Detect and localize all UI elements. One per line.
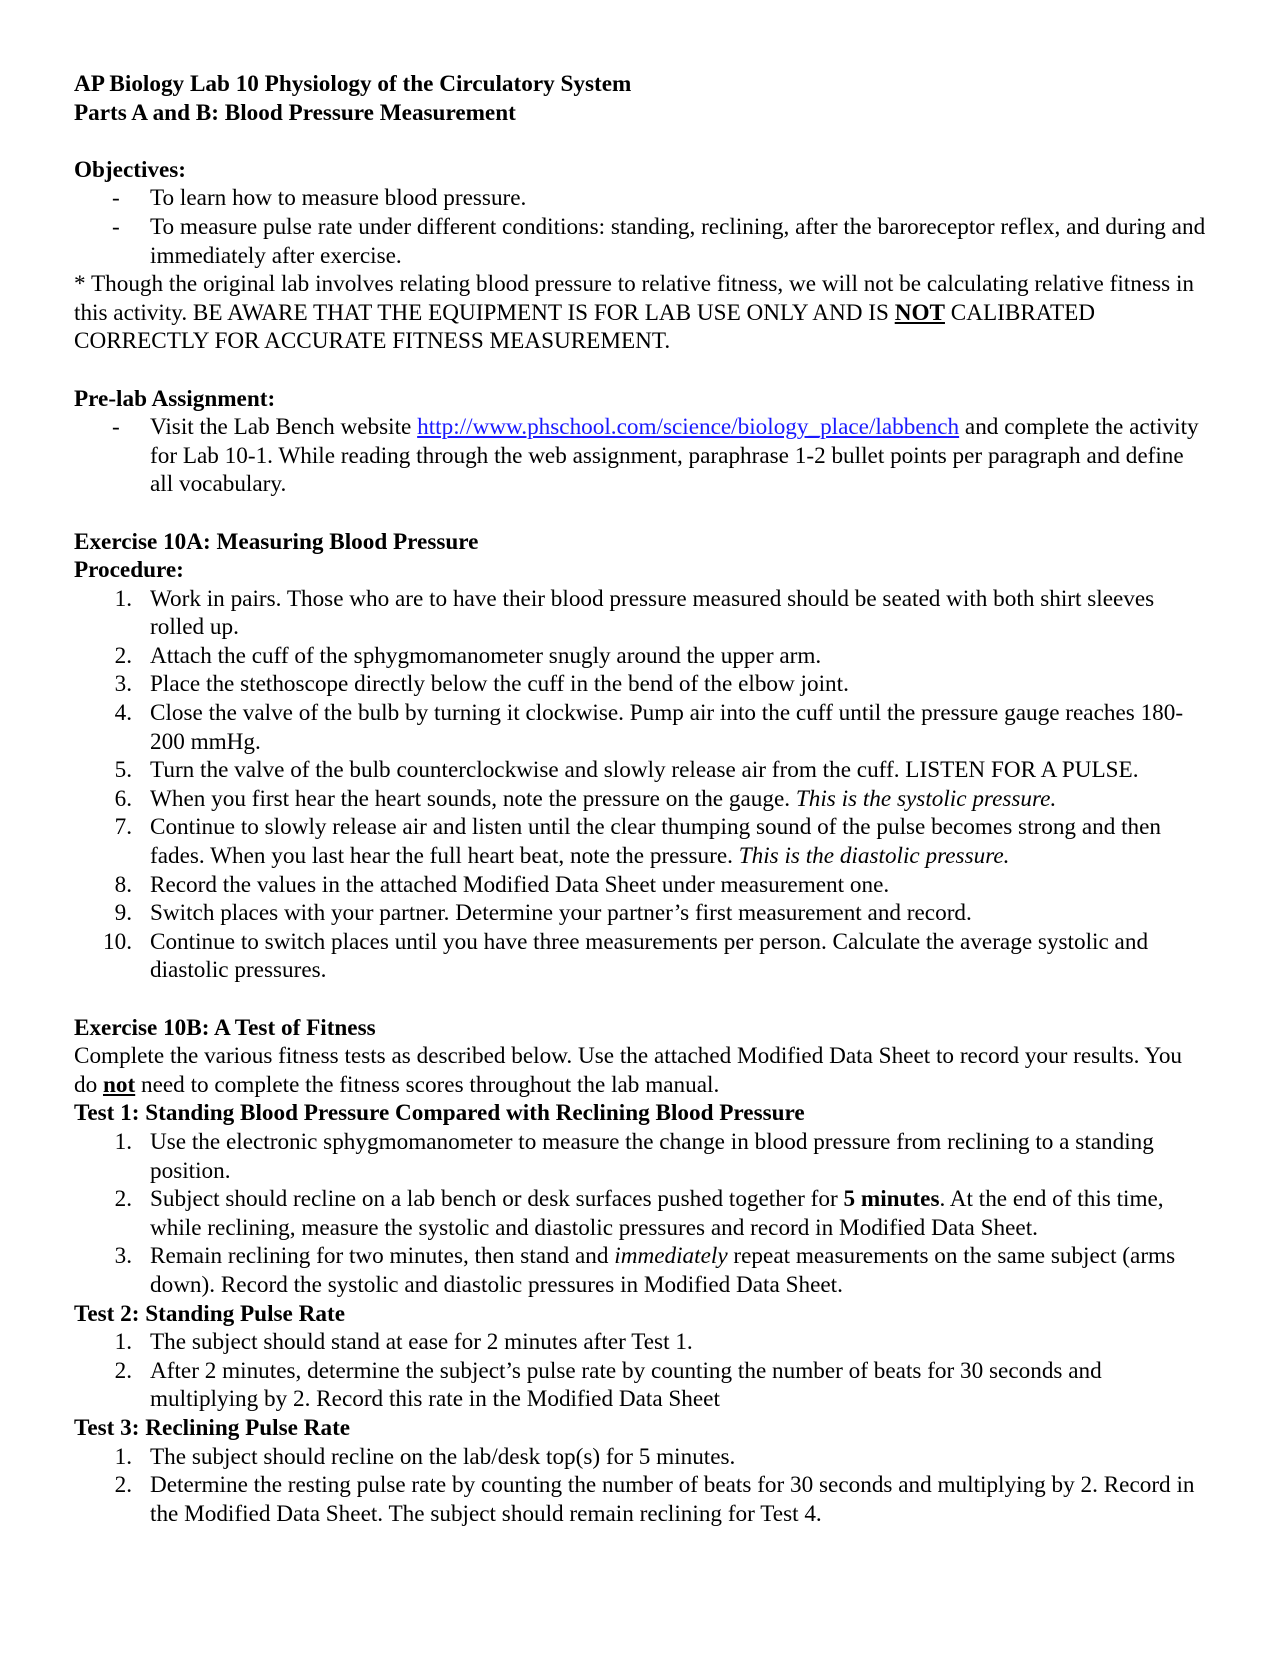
step-text: Place the stethoscope directly below the cuff in the bend of the elbow joint.: [150, 671, 849, 698]
step-text: The subject should recline on the lab/desk top(s) for 5 minutes.: [150, 1443, 736, 1470]
list-item: [74, 213, 1210, 270]
step-number: 3.: [114, 671, 132, 698]
spacer: [74, 127, 1210, 156]
list-item: [74, 899, 1210, 928]
spacer: [74, 499, 1210, 528]
dash-marker: -: [112, 414, 120, 441]
list-item: [74, 1128, 1210, 1185]
step-text: Determine the resting pulse rate by counting the number of beats for 30 seconds and multiplying by 2. Record in the Modified Data Sheet. The subject should remain reclining for Test 4.: [150, 1472, 1195, 1527]
step-text: Remain reclining for two minutes, then stand and: [150, 1243, 615, 1270]
step-emphasis: immediately: [614, 1243, 728, 1270]
step-number: 9.: [114, 900, 132, 927]
test-3-heading: Test 3: Reclining Pulse Rate: [74, 1414, 351, 1441]
dash-marker: -: [112, 185, 120, 212]
step-text: Continue to slowly release air and listen until the clear thumping sound of the pulse becomes strong and then fades. When you last hear the full heart beat, note the pressure.: [150, 814, 1162, 870]
procedure-heading: Procedure:: [74, 557, 184, 584]
list-item: [74, 1185, 1210, 1242]
step-number: 7.: [114, 814, 132, 841]
list-item: [74, 413, 1210, 499]
step-number: 5.: [114, 757, 132, 784]
step-text: When you first hear the heart sounds, note the pressure on the gauge.: [150, 785, 796, 812]
exercise-10b-intro: [74, 1042, 1210, 1099]
list-item: [74, 1443, 1210, 1472]
list-item: [74, 1357, 1210, 1414]
test-2-list: [74, 1328, 1210, 1414]
document-subtitle: Parts A and B: Blood Pressure Measurement: [74, 99, 516, 126]
list-item: [74, 871, 1210, 900]
list-item: [74, 699, 1210, 756]
spacer: [74, 356, 1210, 385]
step-number: 6.: [114, 785, 132, 812]
intro-emphasis: not: [102, 1071, 136, 1098]
objectives-note: [74, 270, 1210, 356]
prelab-text: Visit the Lab Bench website: [150, 414, 418, 441]
step-text: Attach the cuff of the sphygmomanometer snugly around the upper arm.: [150, 642, 822, 669]
list-item: [74, 785, 1210, 814]
step-text: Continue to switch places until you have three measurements per person. Calculate the average systolic and diastolic pressures.: [150, 928, 1149, 984]
list-item: [74, 813, 1210, 870]
step-text: Subject should recline on a lab bench or desk surfaces pushed together for: [150, 1186, 844, 1213]
document-title: AP Biology Lab 10 Physiology of the Circulatory System: [74, 71, 632, 97]
list-item: [74, 184, 1210, 213]
objectives-list: [74, 184, 1210, 270]
step-text: Close the valve of the bulb by turning it clockwise. Pump air into the cuff until the pressure gauge reaches 180-200 mmHg.: [150, 700, 1184, 755]
list-item: [74, 585, 1210, 642]
test-1-list: [74, 1128, 1210, 1300]
step-text: repeat measurements on the same subject (arms down). Record the systolic and diastolic pressures in Modified Data Sheet.: [150, 1243, 1176, 1298]
step-number: 1.: [114, 1128, 132, 1155]
objective-text: To learn how to measure blood pressure.: [150, 185, 527, 212]
step-text: . At the end of this time, while reclining, measure the systolic and diastolic pressures and record in Modified Data Sheet.: [150, 1186, 1164, 1241]
step-number: 4.: [114, 700, 132, 727]
test-3-list: [74, 1443, 1210, 1529]
procedure-list: [74, 585, 1210, 985]
step-number: 3.: [114, 1243, 132, 1270]
step-number: 2.: [114, 1357, 132, 1384]
step-emphasis: This is the diastolic pressure.: [738, 843, 1010, 870]
step-text: Work in pairs. Those who are to have their blood pressure measured should be seated with both shirt sleeves rolled up.: [150, 585, 1155, 641]
step-number: 1.: [114, 585, 132, 612]
prelab-list: [74, 413, 1210, 499]
list-item: [74, 1471, 1210, 1528]
dash-marker: -: [112, 213, 120, 240]
note-emphasis: NOT: [894, 299, 945, 326]
step-emphasis: This is the systolic pressure.: [795, 785, 1057, 812]
list-item: [74, 1242, 1210, 1299]
test-1-heading: Test 1: Standing Blood Pressure Compared with Reclining Blood Pressure: [74, 1100, 805, 1127]
labbench-link[interactable]: http://www.phschool.com/science/biology_place/labbench: [417, 414, 960, 441]
test-2-heading: Test 2: Standing Pulse Rate: [74, 1300, 345, 1327]
exercise-10a-heading: Exercise 10A: Measuring Blood Pressure: [74, 528, 479, 555]
intro-text: need to complete the fitness scores throughout the lab manual.: [135, 1071, 720, 1098]
list-item: [74, 928, 1210, 985]
step-text: Record the values in the attached Modified Data Sheet under measurement one.: [150, 871, 890, 898]
step-number: 2.: [114, 642, 132, 669]
step-number: 2.: [114, 1472, 132, 1499]
step-number: 1.: [114, 1443, 132, 1470]
exercise-10b-heading: Exercise 10B: A Test of Fitness: [74, 1014, 376, 1041]
list-item: [74, 1328, 1210, 1357]
list-item: [74, 756, 1210, 785]
objectives-heading: Objectives:: [74, 156, 187, 183]
step-text: Switch places with your partner. Determine your partner’s first measurement and record.: [150, 900, 972, 927]
step-text: Turn the valve of the bulb counterclockwise and slowly release air from the cuff. LISTEN FOR A PULSE.: [150, 757, 1139, 784]
objective-text: To measure pulse rate under different conditions: standing, reclining, after the baroreceptor reflex, and during and immediately after exercise.: [150, 213, 1206, 269]
step-text: The subject should stand at ease for 2 minutes after Test 1.: [150, 1329, 693, 1356]
list-item: [74, 670, 1210, 699]
note-text: CALIBRATED CORRECTLY FOR ACCURATE FITNESS MEASUREMENT.: [74, 299, 1096, 355]
intro-text: Complete the various fitness tests as described below. Use the attached Modified Data Sheet to record your results. You do: [74, 1043, 1183, 1098]
list-item: [74, 642, 1210, 671]
prelab-heading: Pre-lab Assignment:: [74, 385, 276, 412]
spacer: [74, 985, 1210, 1014]
step-emphasis: 5 minutes: [843, 1186, 940, 1213]
step-number: 8.: [114, 871, 132, 898]
step-text: After 2 minutes, determine the subject’s pulse rate by counting the number of beats for 30 seconds and multiplying by 2. Record this rate in the Modified Data Sheet: [150, 1357, 1102, 1413]
note-text: * Though the original lab involves relating blood pressure to relative fitness, we will not be calculating relative fitness in this activity. BE AWARE THAT THE EQUIPMENT IS FOR LAB USE ONLY AND IS: [74, 271, 1195, 326]
step-text: Use the electronic sphygmomanometer to measure the change in blood pressure from reclining to a standing position.: [150, 1128, 1154, 1184]
step-number: 1.: [114, 1329, 132, 1356]
step-number: 2.: [114, 1186, 132, 1213]
step-number: 10.: [103, 928, 132, 955]
prelab-text: and complete the activity for Lab 10-1. While reading through the web assignment, paraphrase 1-2 bullet points per paragraph and define all vocabulary.: [150, 414, 1199, 498]
